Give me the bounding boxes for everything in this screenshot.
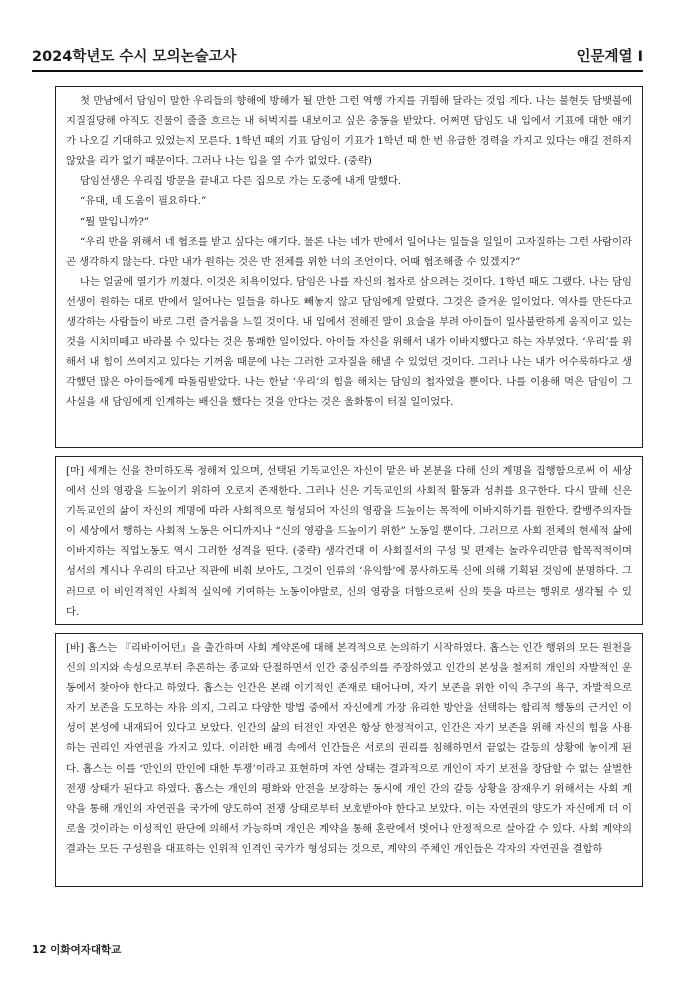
- passage-paragraph: [바] 홉스는 『리바이어던』을 출간하며 사회 계약론에 대해 본격적으로 논의하기 시작하였다. 홉스는 인간 행위의 모든 원천을 신의 의지와 속성으로부터 추론하는 종교와 단절하면서 인간 중심주의를 주장하였고 인간의 본성을 철저히 개인의 자발적인 운동에서 찾아야 한다고 하였다. 홉스는 인간은 본래 이기적인 존재로 태어나며, 자기 보존을 위한 이익 추구의 욕구, 자발적으로 자기 보존을 도모하는 자유 의지, 그리고 다양한 방법 중에서 자신에게 가장 유리한 방안을 선택하는 합리적 행동의 근거인 이성이 본성에 내재되어 있다고 보았다. 인간의 삶의 터전인 자연은 항상 한정적이고, 인간은 자기 보존을 위해 자신의 힘을 사용하는 권리인 자연권을 가지고 있다. 이러한 배경 속에서 인간들은 서로의 권리를 침해하면서 끝없는 갈등의 상황에 놓이게 된다. 홉스는 이를 ‘만인의 만인에 대한 투쟁’이라고 표현하며 자연 상태는 결과적으로 개인이 자기 보전을 장담할 수 없는 살벌한 전쟁 상태가 된다고 하였다. 홉스는 개인의 평화와 안전을 보장하는 동시에 개인 간의 갈등 상황을 잠재우기 위해서는 사회 계약을 통해 개인의 자연권을 국가에 양도하여 전쟁 상태로부터 보호받아야 한다고 보았다. 이는 자연권의 양도가 자신에게 더 이로울 것이라는 이성적인 판단에 의해서 가능하며 개인은 계약을 통해 혼란에서 벗어나 안정적으로 살아갈 수 있다. 사회 계약의 결과는 모든 구성원을 대표하는 인위적 인격인 국가가 형성되는 것으로, 계약의 주체인 개인들은 각자의 자연권을 결합하: [66, 642, 632, 855]
- exam-title: 2024학년도 수시 모의논술고사: [32, 49, 237, 65]
- page-number: 12: [32, 944, 47, 956]
- section-label: 인문계열 I: [576, 49, 643, 65]
- passage-paragraph: 나는 얼굴에 열기가 끼쳤다. 이것은 치욕이었다. 담임은 나를 자신의 첩자로 삼으려는 것이다. 1학년 때도 그랬다. 나는 담임선생이 원하는 대로 반에서 일어나는 일들을 하나도 빼놓지 않고 담임에게 알렸다. 그것은 즐거운 일이었다. 역사를 만든다고 생각하는 사람들이 바로 그런 즐거움을 느낄 것이다. 내 입에서 전해진 말이 요술을 부려 아이들이 일사불란하게 움직이고 있는 것을 시치미떼고 바라볼 수 있다는 것은 통쾌한 일이었다. 아이들 자신을 위해서 내가 이바지했다고 하는 자부였다. ‘우리’를 위해서 내 힘이 쓰여지고 있다는 기꺼움 때문에 나는 그러한 고자질을 해낼 수 있었던 것이다. 그러나 나는 내가 어수룩하다고 생각했던 많은 아이들에게 따돌림받았다. 나는 한낱 ‘우리’의 힘을 해치는 담임의 첩자였을 뿐이다. 나를 이용해 먹은 담임이 그 사실을 새 담임에게 인계하는 배신을 했다는 것을 안다는 것은 울화통이 터질 일이었다.: [66, 275, 632, 409]
- passage-paragraph: 첫 만남에서 담임이 말한 우리들의 향해에 방해가 될 만한 그런 역행 가지를 귀띔해 달라는 것입 게다. 나는 불현듯 담뱃불에 지질질당해 아직도 진물이 줄줄 흐르는 내 허벅지를 내보이고 싶은 충동을 받았다. 어쩌면 담임도 내 입에서 기표에 대한 얘기가 나오길 기대하고 있었는지 모른다. 1학년 때의 기표 담임이 기표가 1학년 때 한 번 유급한 경력을 가지고 있다는 얘길 전하지 않았을 리가 없기 때문이다. 그러나 나는 입을 열 수가 없었다. (중략): [66, 95, 632, 168]
- passage-paragraph: [마] 세계는 신을 찬미하도록 정해져 있으며, 선택된 기독교인은 자신이 맡은 바 본분을 다해 신의 계명을 집행함으로써 이 세상에서 신의 영광을 드높이기 위하여 오로지 존재한다. 그러나 신은 기독교인의 사회적 활동과 성취를 요구한다. 다시 말해 신은 기독교인의 삶이 자신의 계명에 따라 사회적으로 형성되어 자신의 영광을 드높이는 목적에 이바지하기를 원한다. 칼뱅주의자들이 세상에서 행하는 사회적 노동은 어디까지나 “신의 영광을 드높이기 위한” 노동일 뿐이다. 그러므로 사회 전체의 현세적 삶에 이바지하는 직업노동도 역시 그러한 성격을 띤다. (중략) 생각건대 이 사회질서의 구성 및 편제는 놀라우리만큼 합목적적이며 성서의 계시나 우리의 타고난 직관에 비춰 보아도, 그것이 인류의 ‘유익함’에 봉사하도록 신에 의해 기획된 것임에 분명하다. 그러므로 이 비인격적인 사회적 실익에 기여하는 노동이야말로, 신의 영광을 더함으로써 신의 뜻을 따르는 행위로 생각될 수 있다.: [66, 465, 632, 618]
- dialogue-line: “유대, 네 도움이 필요하다.”: [80, 195, 207, 208]
- passage-paragraph: 담임선생은 우리집 방문을 끝내고 다른 집으로 가는 도중에 내게 말했다.: [80, 175, 402, 188]
- passage-box-ba: [55, 633, 643, 887]
- passage-box-ma: [55, 456, 643, 625]
- page-footer: [32, 942, 121, 957]
- passage-box-ra: [55, 86, 643, 448]
- dialogue-line: “뭘 말입니까?”: [80, 215, 150, 228]
- dialogue-line: “우리 반을 위해서 네 협조를 받고 싶다는 얘기다. 물론 나는 네가 반에서 일어나는 일들을 일일이 고자질하는 그런 사람이라곤 생각하지 않는다. 다만 내가 원하는 것은 반 전체를 위한 너의 조언이다. 어때 협조해줄 수 있겠지?”: [66, 235, 632, 268]
- school-name: 이화여자대학교: [50, 944, 122, 956]
- page-header: [32, 44, 643, 72]
